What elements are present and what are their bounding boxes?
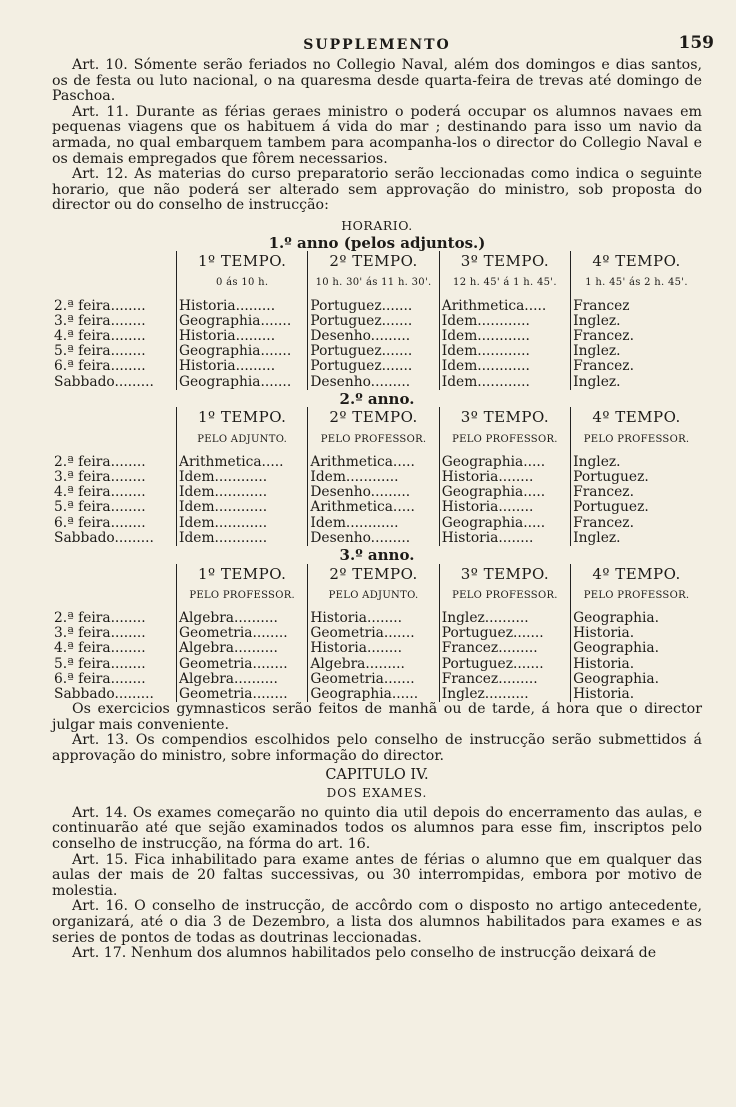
- subject-cell: Francez.: [571, 516, 702, 531]
- subject-cell: Arithmetica.....: [308, 500, 439, 515]
- subject-cell: Francez.........: [439, 672, 570, 687]
- subject-cell: Idem............: [308, 470, 439, 485]
- column-subheader: PELO PROFESSOR.: [439, 585, 570, 611]
- column-header: 2º TEMPO.: [308, 407, 439, 428]
- subject-cell: Arithmetica.....: [177, 455, 308, 470]
- table-row: [52, 516, 702, 531]
- subject-cell: Historia.: [571, 626, 702, 641]
- column-header: 4º TEMPO.: [571, 564, 702, 585]
- column-subheader: 1 h. 45' ás 2 h. 45'.: [571, 272, 702, 298]
- subject-cell: Inglez.: [571, 455, 702, 470]
- day-cell: 6.ª feira........: [54, 359, 146, 375]
- table-row: [52, 359, 702, 374]
- table-row: [52, 672, 702, 687]
- empty-cell: [52, 564, 177, 585]
- column-header: 3º TEMPO.: [439, 564, 570, 585]
- subject-cell: Portuguez.......: [308, 344, 439, 359]
- table-row: [52, 626, 702, 641]
- subject-cell: Portuguez.: [571, 470, 702, 485]
- column-header: 4º TEMPO.: [571, 251, 702, 272]
- schedule-1: [52, 233, 702, 390]
- column-subheader: 10 h. 30' ás 11 h. 30'.: [308, 272, 439, 298]
- subject-cell: Inglez.: [571, 344, 702, 359]
- subject-cell: Idem............: [177, 485, 308, 500]
- subject-cell: Francez.........: [439, 641, 570, 656]
- article-17: Art. 17. Nenhum dos alumnos habilitados pelo conselho de instrucção deixará de: [72, 945, 657, 962]
- schedule-table: [52, 564, 702, 703]
- empty-cell: [52, 251, 177, 272]
- gymnastics-note: Os exercicios gymnasticos serão feitos de manhã ou de tarde, á hora que o director julgar mais conveniente.: [52, 701, 702, 733]
- column-subheader: PELO PROFESSOR.: [177, 585, 308, 611]
- column-subheader: PELO PROFESSOR.: [571, 429, 702, 455]
- schedule-2: [52, 389, 702, 546]
- subject-cell: Algebra..........: [177, 641, 308, 656]
- day-cell: 5.ª feira........: [54, 656, 146, 672]
- schedule-3: [52, 545, 702, 702]
- column-header: 3º TEMPO.: [439, 407, 570, 428]
- subject-cell: Francez.: [571, 359, 702, 374]
- subject-cell: Idem............: [177, 516, 308, 531]
- table-row: [52, 485, 702, 500]
- day-cell: Sabbado.........: [54, 686, 154, 702]
- chapter-subtitle: DOS EXAMES.: [326, 786, 428, 801]
- subject-cell: Arithmetica.....: [308, 455, 439, 470]
- empty-cell: [52, 272, 177, 298]
- subject-cell: Inglez.: [571, 531, 702, 546]
- subject-cell: Historia.........: [177, 329, 308, 344]
- subject-cell: Geometria........: [177, 657, 308, 672]
- subject-cell: Francez.: [571, 329, 702, 344]
- subject-cell: Geographia.......: [177, 344, 308, 359]
- schedule-title: 2.º anno.: [339, 389, 415, 408]
- subject-cell: Portuguez.......: [439, 657, 570, 672]
- subject-cell: Inglez..........: [439, 687, 570, 702]
- column-subheader: PELO PROFESSOR.: [571, 585, 702, 611]
- column-header: 1º TEMPO.: [177, 564, 308, 585]
- subject-cell: Portuguez.......: [308, 314, 439, 329]
- table-row: [52, 329, 702, 344]
- subject-cell: Portuguez.......: [439, 626, 570, 641]
- subject-cell: Geographia......: [308, 687, 439, 702]
- column-subheader: PELO ADJUNTO.: [177, 429, 308, 455]
- column-header: 4º TEMPO.: [571, 407, 702, 428]
- document-page: [52, 33, 714, 962]
- day-cell: Sabbado.........: [54, 374, 154, 390]
- column-header: 2º TEMPO.: [308, 564, 439, 585]
- day-cell: 5.ª feira........: [54, 344, 146, 360]
- subject-cell: Idem............: [177, 531, 308, 546]
- column-subheader: PELO ADJUNTO.: [308, 585, 439, 611]
- day-cell: 4.ª feira........: [54, 328, 146, 344]
- subject-cell: Geometria........: [177, 687, 308, 702]
- table-row: [52, 299, 702, 314]
- article-13: Art. 13. Os compendios escolhidos pelo conselho de instrucção serão submettidos á approvação do ministro, sobre informação do director.: [52, 732, 702, 764]
- subject-cell: Geometria.......: [308, 672, 439, 687]
- horario-title: HORARIO.: [341, 217, 413, 233]
- subject-cell: Idem............: [439, 375, 570, 390]
- subject-cell: Desenho.........: [308, 485, 439, 500]
- subject-cell: Desenho.........: [308, 375, 439, 390]
- subject-cell: Historia........: [308, 611, 439, 626]
- subject-cell: Historia.: [571, 657, 702, 672]
- subject-cell: Inglez.: [571, 375, 702, 390]
- schedule-title: 3.º anno.: [339, 545, 415, 564]
- article-15: Art. 15. Fica inhabilitado para exame antes de férias o alumno que em qualquer das aulas der mais de 20 faltas successivas, ou 30 interrompidas, embora por motivo de molestia.: [52, 851, 702, 899]
- subject-cell: Idem............: [177, 500, 308, 515]
- subject-cell: Portuguez.......: [308, 359, 439, 374]
- table-row: [52, 470, 702, 485]
- article-10: Art. 10. Sómente serão feriados no Collegio Naval, além dos domingos e dias santos, os de festa ou luto nacional, o na quaresma desde quarta-feira de trevas até domingo de Paschoa.: [52, 57, 702, 105]
- column-subheader: PELO PROFESSOR.: [439, 429, 570, 455]
- subject-cell: Geographia.: [571, 672, 702, 687]
- subject-cell: Inglez..........: [439, 611, 570, 626]
- subject-cell: Geographia.....: [439, 516, 570, 531]
- column-header: 1º TEMPO.: [177, 407, 308, 428]
- subject-cell: Geographia.......: [177, 375, 308, 390]
- article-16: Art. 16. O conselho de instrucção, de accôrdo com o disposto no artigo antecedente, organizará, até o dia 3 de Dezembro, a lista dos alumnos habilitados para exames e as series de pontos de todas as doutrinas leccionadas.: [52, 898, 702, 946]
- table-row: [52, 500, 702, 515]
- subject-cell: Geographia.: [571, 611, 702, 626]
- schedule-title: 1.º anno (pelos adjuntos.): [268, 233, 486, 252]
- subject-cell: Idem............: [439, 359, 570, 374]
- subject-cell: Desenho.........: [308, 329, 439, 344]
- subject-cell: Algebra..........: [177, 672, 308, 687]
- subject-cell: Portuguez.: [571, 500, 702, 515]
- article-11: Art. 11. Durante as férias geraes ministro o poderá occupar os alumnos navaes em pequenas viagens que os habituem á vida do mar ; destinando para isso um navio da armada, no qual embarquem tambem para acompanha-los o director do Collegio Naval e os demais empregados que fôrem necessarios.: [52, 103, 702, 167]
- day-cell: 2.ª feira........: [54, 454, 146, 470]
- subject-cell: Geographia.: [571, 641, 702, 656]
- subject-cell: Idem............: [439, 329, 570, 344]
- empty-cell: [52, 429, 177, 455]
- empty-cell: [52, 407, 177, 428]
- article-12: Art. 12. As materias do curso preparatorio serão leccionadas como indica o seguinte horario, que não poderá ser alterado sem approvação do ministro, sob proposta do director ou do conselho de instrucção:: [52, 166, 702, 214]
- subject-cell: Idem............: [439, 314, 570, 329]
- subject-cell: Geometria........: [177, 626, 308, 641]
- running-title: SUPPLEMENTO: [303, 37, 451, 53]
- table-row: [52, 455, 702, 470]
- chapter-title: CAPITULO IV.: [325, 766, 429, 783]
- subject-cell: Historia........: [308, 641, 439, 656]
- schedule-table: [52, 251, 702, 390]
- subject-cell: Historia.........: [177, 299, 308, 314]
- day-cell: 6.ª feira........: [54, 515, 146, 531]
- table-row: [52, 375, 702, 390]
- subject-cell: Geographia.....: [439, 485, 570, 500]
- column-subheader: 0 ás 10 h.: [177, 272, 308, 298]
- column-header: 2º TEMPO.: [308, 251, 439, 272]
- table-row: [52, 657, 702, 672]
- page-header: [52, 33, 714, 58]
- subject-cell: Idem............: [177, 470, 308, 485]
- subject-cell: Geographia.....: [439, 455, 570, 470]
- page-number: 159: [678, 33, 714, 53]
- day-cell: 6.ª feira........: [54, 671, 146, 687]
- empty-cell: [52, 585, 177, 611]
- subject-cell: Inglez.: [571, 314, 702, 329]
- column-header: 1º TEMPO.: [177, 251, 308, 272]
- day-cell: Sabbado.........: [54, 530, 154, 546]
- subject-cell: Geometria.......: [308, 626, 439, 641]
- subject-cell: Historia.........: [177, 359, 308, 374]
- subject-cell: Algebra.........: [308, 657, 439, 672]
- day-cell: 5.ª feira........: [54, 500, 146, 516]
- day-cell: 2.ª feira........: [54, 610, 146, 626]
- subject-cell: Idem............: [308, 516, 439, 531]
- day-cell: 3.ª feira........: [54, 313, 146, 329]
- subject-cell: Historia........: [439, 531, 570, 546]
- subject-cell: Arithmetica.....: [439, 299, 570, 314]
- table-row: [52, 314, 702, 329]
- table-row: [52, 687, 702, 702]
- subject-cell: Historia........: [439, 470, 570, 485]
- article-14: Art. 14. Os exames começarão no quinto dia util depois do encerramento das aulas, e continuarão até que sejão examinados todos os alumnos para esse fim, inscriptos pelo conselho de instrucção, na fórma do art. 16.: [52, 804, 702, 852]
- table-row: [52, 531, 702, 546]
- subject-cell: Francez.: [571, 485, 702, 500]
- column-subheader: PELO PROFESSOR.: [308, 429, 439, 455]
- column-subheader: 12 h. 45' á 1 h. 45'.: [439, 272, 570, 298]
- day-cell: 2.ª feira........: [54, 298, 146, 314]
- day-cell: 4.ª feira........: [54, 641, 146, 657]
- subject-cell: Algebra..........: [177, 611, 308, 626]
- table-row: [52, 641, 702, 656]
- subject-cell: Idem............: [439, 344, 570, 359]
- subject-cell: Historia........: [439, 500, 570, 515]
- day-cell: 4.ª feira........: [54, 485, 146, 501]
- subject-cell: Desenho.........: [308, 531, 439, 546]
- day-cell: 3.ª feira........: [54, 626, 146, 642]
- subject-cell: Francez: [571, 299, 702, 314]
- table-row: [52, 611, 702, 626]
- subject-cell: Geographia.......: [177, 314, 308, 329]
- schedule-table: [52, 407, 702, 546]
- column-header: 3º TEMPO.: [439, 251, 570, 272]
- day-cell: 3.ª feira........: [54, 469, 146, 485]
- subject-cell: Historia.: [571, 687, 702, 702]
- table-row: [52, 344, 702, 359]
- subject-cell: Portuguez.......: [308, 299, 439, 314]
